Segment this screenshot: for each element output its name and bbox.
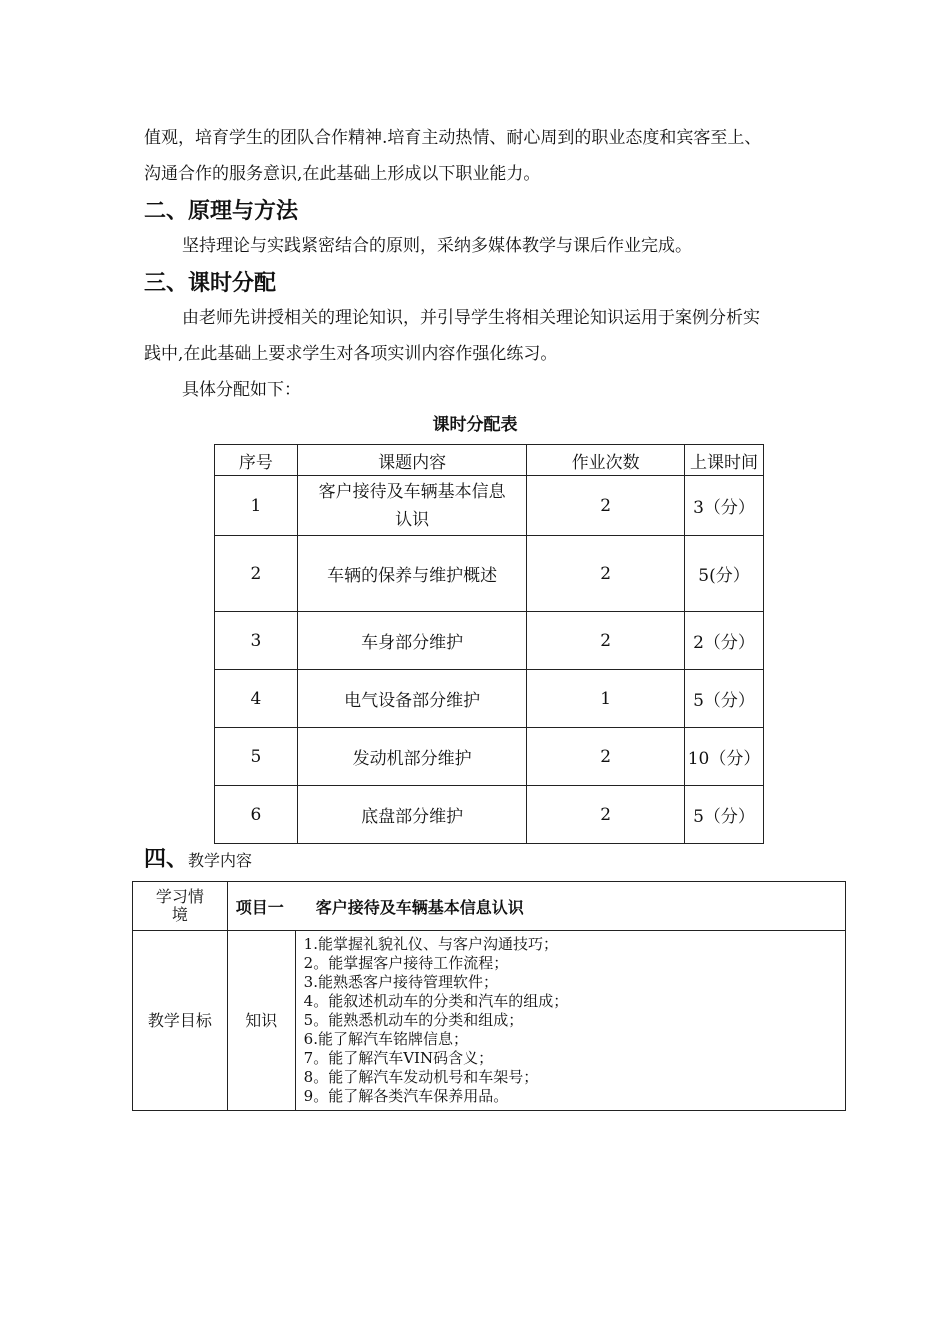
- row-time: 5（分）: [685, 670, 764, 728]
- row-no: 1: [215, 476, 298, 536]
- header-time: 上课时间: [685, 445, 764, 476]
- section-4-title-text: 教学内容: [188, 851, 253, 870]
- scenario-label-line-2: 境: [171, 905, 188, 924]
- row-count: 2: [527, 728, 685, 786]
- table-row: [215, 670, 764, 728]
- table-row: [215, 786, 764, 844]
- row-topic: [297, 476, 527, 536]
- section-2-title: 二、原理与方法: [144, 199, 299, 224]
- section-3-lead: 具体分配如下：: [182, 380, 301, 400]
- scenario-row: [133, 882, 846, 931]
- table-row: [215, 536, 764, 612]
- row-no: 4: [215, 670, 298, 728]
- row-time: 2（分）: [685, 612, 764, 670]
- intro-line-1: 值观，培育学生的团队合作精神.培育主动热情、耐心周到的职业态度和宾客至上、: [144, 128, 762, 148]
- goal-item: 3.能熟悉客户接待管理软件；: [303, 973, 498, 991]
- goal-item: 5。能熟悉机动车的分类和组成；: [303, 1011, 524, 1029]
- row-topic: 底盘部分维护: [297, 786, 527, 844]
- row-time: 10（分）: [685, 728, 764, 786]
- goal-list: [295, 931, 845, 1111]
- content-table: [132, 881, 846, 1111]
- row-no: 3: [215, 612, 298, 670]
- project-title: 项目一 客户接待及车辆基本信息认识: [227, 882, 845, 931]
- table-row: [215, 728, 764, 786]
- header-count: 作业次数: [527, 445, 685, 476]
- row-no: 6: [215, 786, 298, 844]
- row-count: 1: [527, 670, 685, 728]
- table-row: [215, 476, 764, 536]
- row-time: 5(分）: [685, 536, 764, 612]
- row-topic-line-2: 认识: [395, 509, 430, 530]
- schedule-caption: 课时分配表: [432, 415, 518, 435]
- section-3-title: 三、课时分配: [144, 271, 277, 296]
- section-3-body-line-2: 践中,在此基础上要求学生对各项实训内容作强化练习。: [144, 344, 558, 364]
- row-count: 2: [527, 536, 685, 612]
- row-topic: 车辆的保养与维护概述: [297, 536, 527, 612]
- section-4-title: [144, 842, 252, 873]
- goal-item: 4。能叙述机动车的分类和汽车的组成；: [303, 992, 569, 1010]
- goal-row: [133, 931, 846, 1111]
- row-count: 2: [527, 476, 685, 536]
- goal-item: 9。能了解各类汽车保养用品。: [303, 1087, 509, 1105]
- section-4-title-number: 四、: [144, 847, 189, 872]
- scenario-label: [133, 882, 228, 931]
- section-3-body-line-1: 由老师先讲授相关的理论知识，并引导学生将相关理论知识运用于案例分析实: [182, 308, 760, 328]
- goal-item: 8。能了解汽车发动机号和车架号；: [303, 1068, 539, 1086]
- header-topic: 课题内容: [297, 445, 527, 476]
- row-time: 5（分）: [685, 786, 764, 844]
- row-count: 2: [527, 612, 685, 670]
- schedule-header-row: [215, 445, 764, 476]
- row-time: 3（分）: [685, 476, 764, 536]
- header-no: 序号: [215, 445, 298, 476]
- goal-item: 7。能了解汽车VIN码含义；: [303, 1049, 494, 1067]
- row-no: 2: [215, 536, 298, 612]
- row-topic-line-1: 客户接待及车辆基本信息: [318, 481, 506, 502]
- row-topic: 车身部分维护: [297, 612, 527, 670]
- intro-line-2: 沟通合作的服务意识,在此基础上形成以下职业能力。: [144, 164, 541, 184]
- goal-item: 6.能了解汽车铭牌信息；: [303, 1030, 468, 1048]
- knowledge-label: 知识: [227, 931, 295, 1111]
- row-count: 2: [527, 786, 685, 844]
- row-topic: 发动机部分维护: [297, 728, 527, 786]
- goal-item: 1.能掌握礼貌礼仪、与客户沟通技巧；: [303, 935, 558, 953]
- scenario-label-line-1: 学习情: [155, 887, 204, 906]
- table-row: [215, 612, 764, 670]
- schedule-table: [214, 444, 764, 844]
- goal-item: 2。能掌握客户接待工作流程；: [303, 954, 509, 972]
- section-2-body: 坚持理论与实践紧密结合的原则，采纳多媒体教学与课后作业完成。: [182, 236, 692, 256]
- goal-label: 教学目标: [133, 931, 228, 1111]
- row-no: 5: [215, 728, 298, 786]
- row-topic: 电气设备部分维护: [297, 670, 527, 728]
